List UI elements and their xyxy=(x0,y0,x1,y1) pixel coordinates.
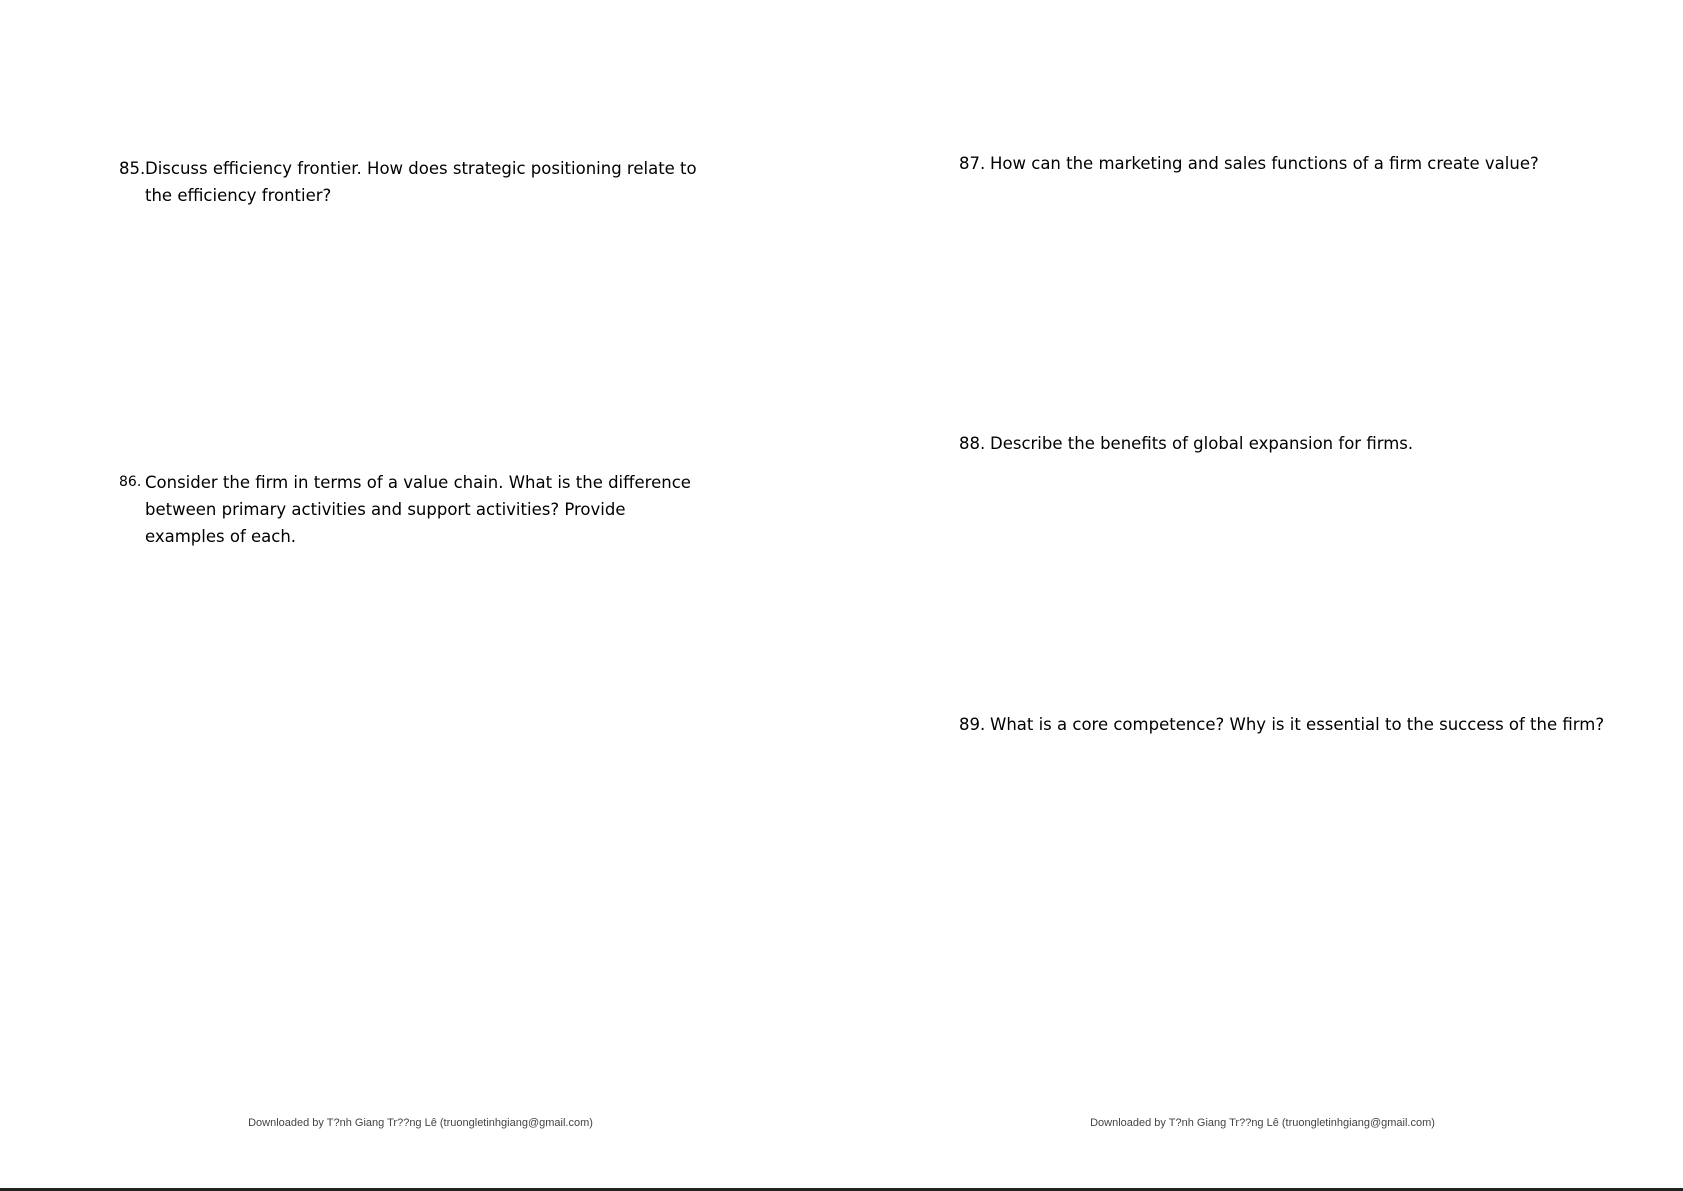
question-number: 86. xyxy=(119,474,142,490)
question-number: 85. xyxy=(119,159,146,178)
question-87 xyxy=(959,150,1659,177)
right-page xyxy=(842,0,1683,1189)
question-86 xyxy=(119,469,709,550)
question-text: Describe the benefits of global expansion for firms. xyxy=(990,434,1414,453)
question-text: Consider the firm in terms of a value chain. What is the difference between primary activities and support activities? Provide examples of each. xyxy=(145,473,691,546)
download-footer xyxy=(0,1117,841,1129)
question-number: 89. xyxy=(959,715,986,734)
footer-text: Downloaded by T?nh Giang Tr??ng Lê (truongletinhgiang@gmail.com) xyxy=(248,1117,593,1129)
question-number: 88. xyxy=(959,434,986,453)
question-85 xyxy=(119,155,709,209)
question-88 xyxy=(959,430,1659,457)
footer-text: Downloaded by T?nh Giang Tr??ng Lê (truongletinhgiang@gmail.com) xyxy=(1090,1117,1435,1129)
question-text: Discuss efficiency frontier. How does strategic positioning relate to the efficiency frontier? xyxy=(145,159,697,205)
left-page xyxy=(0,0,841,1189)
question-number: 87. xyxy=(959,154,986,173)
question-text: How can the marketing and sales functions of a firm create value? xyxy=(990,154,1539,173)
question-text: What is a core competence? Why is it essential to the success of the firm? xyxy=(990,715,1605,734)
download-footer xyxy=(842,1117,1683,1129)
question-89 xyxy=(959,711,1669,738)
